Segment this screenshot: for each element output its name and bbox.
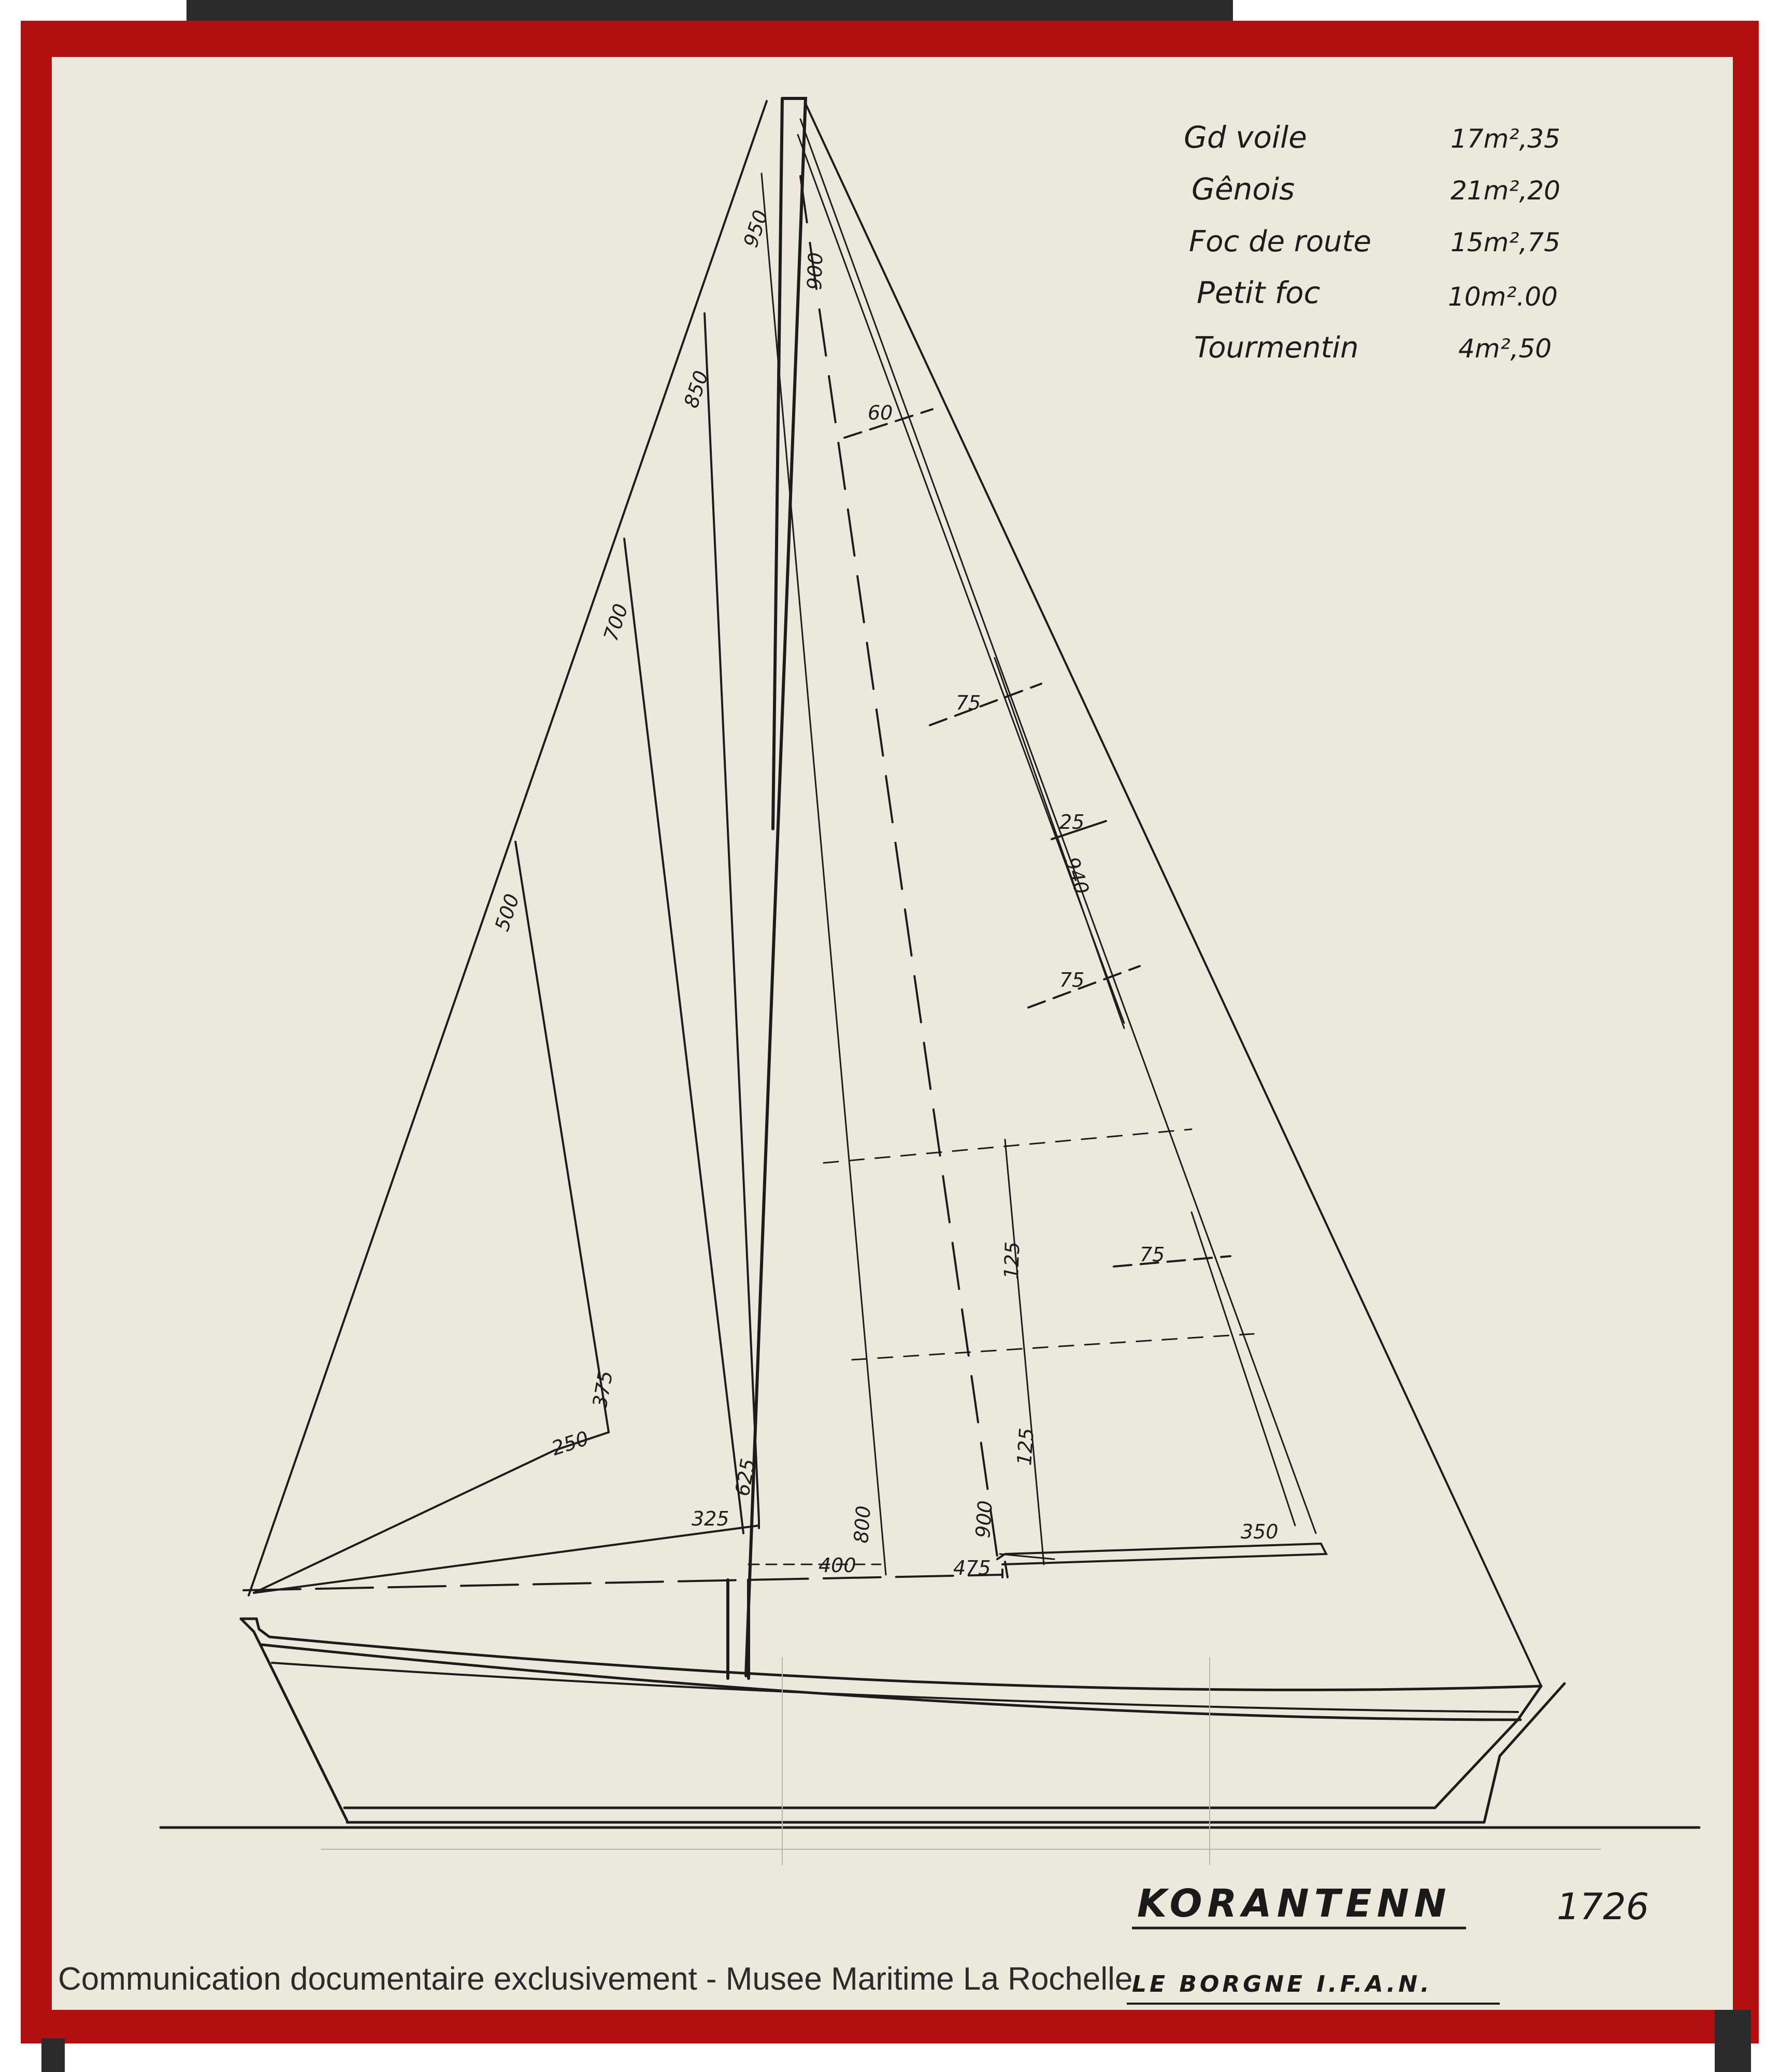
dim-850: 850 (679, 368, 713, 411)
sail-area-3: 10m².00 (1448, 282, 1558, 312)
dim-375: 375 (588, 1369, 618, 1410)
dim-475: 475 (953, 1557, 991, 1579)
sail-name-3: Petit foc (1197, 275, 1320, 310)
dim-75-b: 75 (1059, 969, 1085, 991)
dim-625: 625 (730, 1457, 760, 1498)
sail-area-0: 17m²,35 (1451, 124, 1560, 154)
dim-325: 325 (692, 1507, 729, 1530)
sail-area-1: 21m²,20 (1451, 176, 1560, 206)
dim-700: 700 (599, 601, 633, 644)
dim-950: 950 (739, 207, 772, 250)
dim-125-a: 125 (1000, 1241, 1024, 1280)
dim-940: 940 (1060, 854, 1094, 897)
dim-75-a: 75 (956, 692, 981, 714)
sail-name-0: Gd voile (1184, 120, 1307, 155)
catalog-number: 1726 (1557, 1886, 1649, 1928)
dim-25: 25 (1059, 811, 1085, 833)
boat-name: KORANTENN (1137, 1881, 1452, 1926)
dim-75-c: 75 (1140, 1243, 1165, 1266)
dim-60: 60 (868, 401, 893, 424)
sail-area-2: 15m²,75 (1451, 227, 1560, 257)
designer-credit: LE BORGNE I.F.A.N. (1132, 1971, 1432, 1997)
dim-500: 500 (490, 891, 524, 934)
dim-800: 800 (850, 1505, 875, 1544)
sail-name-1: Gênois (1192, 171, 1295, 207)
dim-900-top: 900 (803, 252, 827, 291)
dim-250: 250 (549, 1427, 592, 1460)
dim-350: 350 (1241, 1520, 1279, 1543)
sail-name-2: Foc de route (1189, 225, 1372, 258)
sail-area-4: 4m²,50 (1458, 334, 1552, 364)
watermark-text: Communication documentaire exclusivement - Musee Maritime La Rochelle (58, 1961, 1133, 1997)
dim-400: 400 (819, 1554, 856, 1577)
sail-name-4: Tourmentin (1194, 331, 1359, 365)
dim-125-b: 125 (1013, 1427, 1039, 1466)
dim-900-bottom: 900 (971, 1500, 997, 1539)
